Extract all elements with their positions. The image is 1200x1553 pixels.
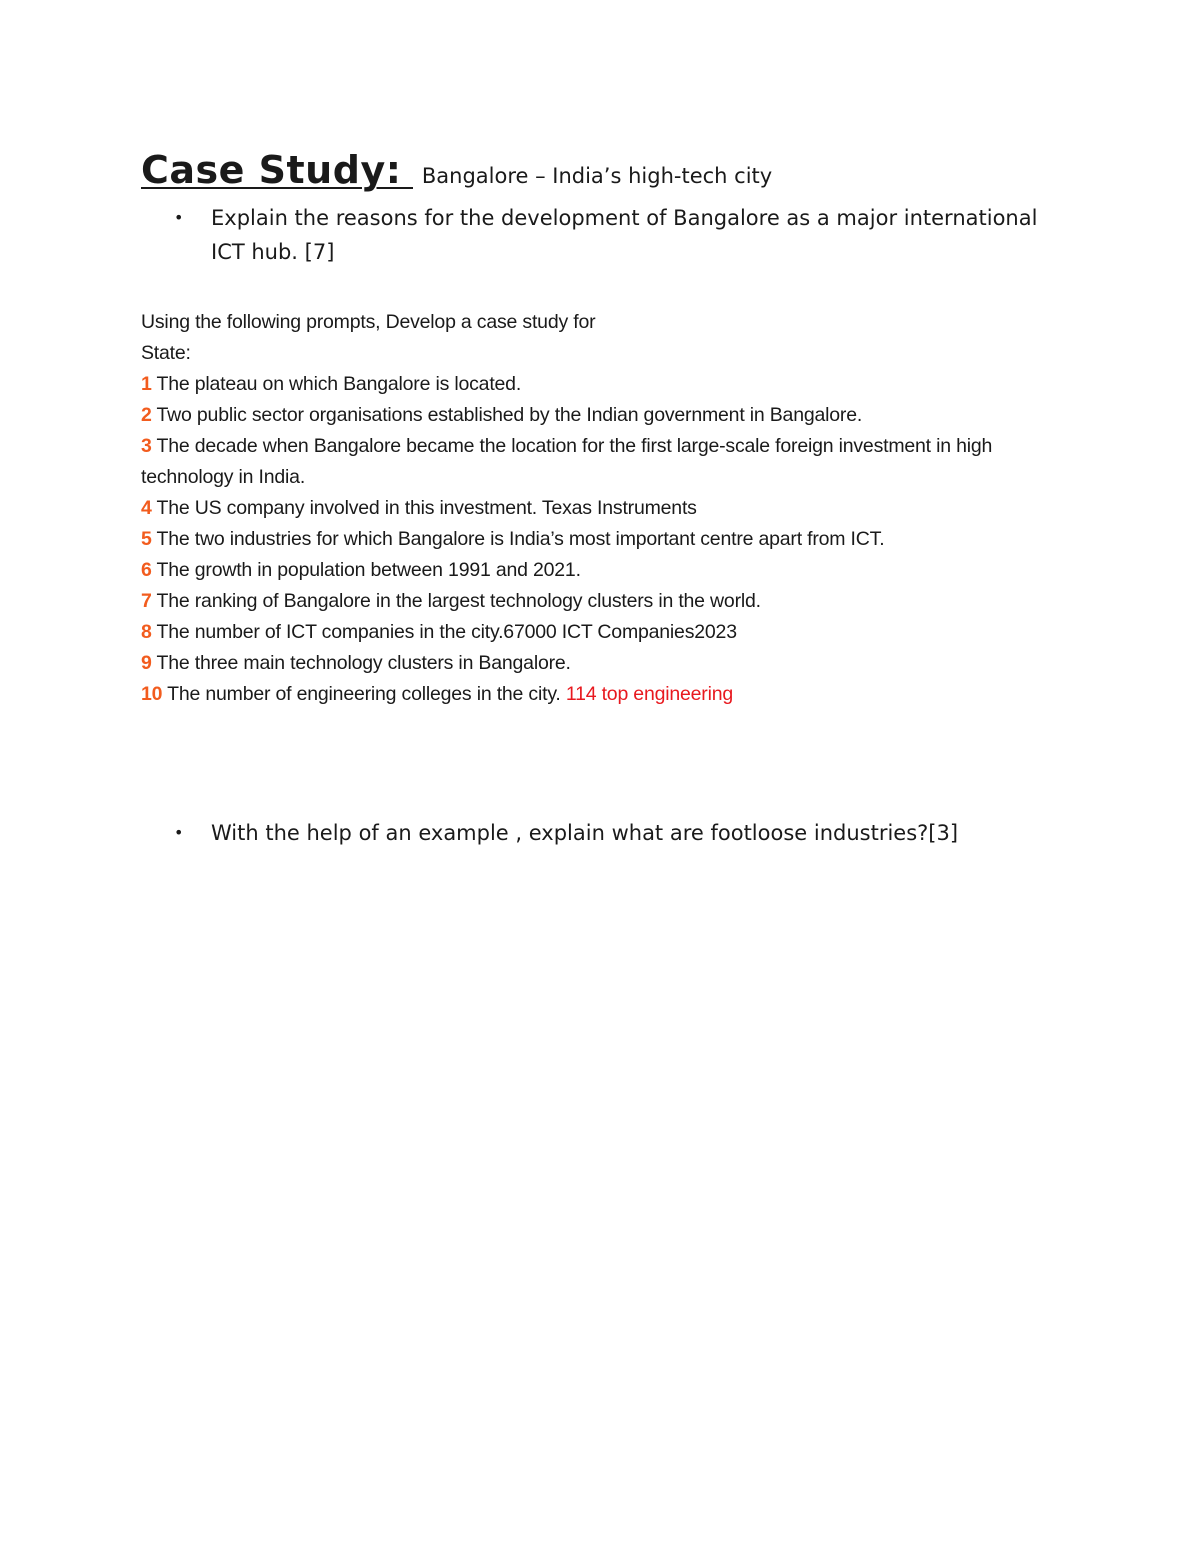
question-2 [141, 816, 1041, 850]
prompt-number: 7 [141, 590, 152, 612]
prompts-section [141, 307, 1051, 710]
title-underline-gap [401, 186, 413, 189]
prompt-text: The two industries for which Bangalore is India’s most important centre apart from ICT. [156, 528, 885, 550]
question-1 [141, 201, 1041, 269]
prompt-text: The decade when Bangalore became the location for the first large-scale foreign investment in high technology in India. [141, 435, 993, 488]
state-label: State: [141, 342, 191, 364]
prompt-text: Two public sector organisations established by the Indian government in Bangalore. [156, 404, 863, 426]
prompt-number: 9 [141, 652, 152, 674]
prompt-number: 4 [141, 497, 152, 519]
prompt-item [141, 617, 1051, 648]
prompts-intro: Using the following prompts, Develop a case study for [141, 311, 596, 333]
prompt-text: The number of ICT companies in the city.67000 ICT Companies2023 [156, 621, 737, 643]
prompt-number: 3 [141, 435, 152, 457]
prompt-text: The plateau on which Bangalore is located. [156, 373, 522, 395]
prompt-text: The number of engineering colleges in the city. [167, 683, 561, 705]
prompt-text: The ranking of Bangalore in the largest technology clusters in the world. [156, 590, 761, 612]
prompt-list [141, 369, 1051, 710]
bullet-icon: • [174, 823, 184, 842]
prompt-item [141, 400, 1051, 431]
prompt-text: The three main technology clusters in Bangalore. [156, 652, 571, 674]
prompt-number: 1 [141, 373, 152, 395]
prompt-answer: 114 top engineering [565, 683, 734, 705]
prompt-text: The growth in population between 1991 and 2021. [156, 559, 581, 581]
bullet-icon: • [174, 208, 184, 227]
prompt-item [141, 524, 1051, 555]
prompt-item [141, 555, 1051, 586]
prompt-number: 2 [141, 404, 152, 426]
prompt-item [141, 679, 1051, 710]
prompt-number: 5 [141, 528, 152, 550]
prompt-item [141, 431, 1051, 493]
case-study-subtitle: Bangalore – India’s high-tech city [421, 164, 773, 188]
case-study-title: Case Study: [141, 148, 402, 192]
prompt-item [141, 586, 1051, 617]
question-2-text: With the help of an example , explain what are footloose industries?[3] [211, 821, 959, 845]
prompt-item [141, 493, 1051, 524]
prompt-item [141, 369, 1051, 400]
prompt-text: The US company involved in this investment. Texas Instruments [156, 497, 697, 519]
prompt-number: 8 [141, 621, 152, 643]
prompt-item [141, 648, 1051, 679]
prompt-number: 10 [141, 683, 163, 705]
case-study-heading [141, 148, 772, 192]
question-1-text: Explain the reasons for the development of Bangalore as a major international ICT hub. [7] [211, 206, 1038, 264]
prompt-number: 6 [141, 559, 152, 581]
